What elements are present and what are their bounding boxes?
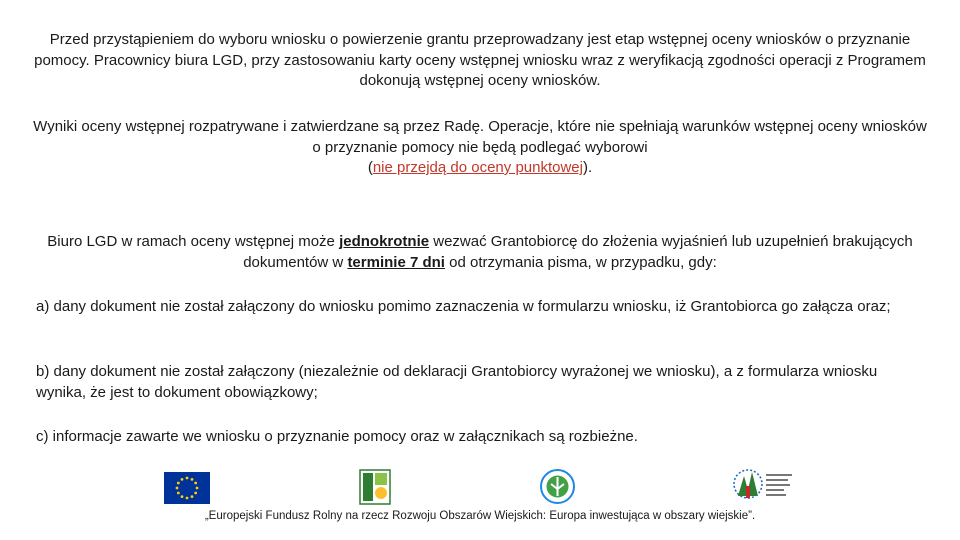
- office-text-1: Biuro LGD w ramach oceny wstępnej może: [47, 233, 340, 250]
- eu-star-icon: [186, 477, 189, 480]
- eu-star-icon: [194, 492, 197, 495]
- highlighted-note: nie przejdą do oceny punktowej: [372, 159, 583, 176]
- eu-star-icon: [196, 487, 199, 490]
- results-line-1: Wyniki oceny wstępnej rozpatrywane i zatwierdzane są przez Radę. Operacje, które nie spełniają warunków wstępnej oceny wniosków: [33, 118, 927, 135]
- list-item: [36, 362, 916, 403]
- intro-paragraph: Przed przystąpieniem do wyboru wniosku o powierzenie grantu przeprowadzany jest etap wstępnej oceny wniosków o przyznanie pomocy. Pracownicy biura LGD, przy zastosowaniu karty oceny wstępnej wniosku wraz z weryfikacją zgodności operacji z Programem dokonują wstępnej oceny wniosków.: [34, 31, 926, 89]
- list-item: [36, 427, 916, 448]
- item-marker-b: b): [36, 363, 50, 380]
- eu-star-icon: [191, 495, 194, 498]
- eu-star-icon: [176, 487, 179, 490]
- lgd-logo-icon: [730, 466, 796, 508]
- eu-flag-icon: [164, 472, 210, 504]
- results-line-2: o przyznanie pomocy nie będą podlegać wyborowi: [312, 138, 648, 156]
- eu-star-icon: [181, 495, 184, 498]
- item-text-b: dany dokument nie został załączony (niezależnie od deklaracji Grantobiorcy wyrażonej we wniosku), a z formularza wniosku wynika, że jest to dokument obowiązkowy;: [36, 363, 878, 401]
- eu-star-icon: [177, 482, 180, 485]
- eu-star-icon: [194, 482, 197, 485]
- item-marker-a: a): [36, 298, 50, 315]
- eu-star-icon: [177, 492, 180, 495]
- office-text-3: od otrzymania pisma, w przypadku, gdy:: [444, 253, 717, 271]
- bold-deadline: terminie 7 dni: [347, 253, 445, 271]
- eu-star-icon: [186, 497, 189, 500]
- close-paren: ).: [582, 159, 593, 176]
- list-item: [36, 297, 916, 318]
- leader-logo-icon: [359, 469, 391, 505]
- logo-bar: [0, 466, 960, 508]
- prow-logo-icon: [540, 469, 575, 504]
- footer-caption: „Europejski Fundusz Rolny na rzecz Rozwoju Obszarów Wiejskich: Europa inwestująca w obszary wiejskie”.: [204, 510, 756, 522]
- item-marker-c: c): [36, 428, 49, 445]
- office-paragraph: [30, 232, 930, 273]
- item-text-c: informacje zawarte we wniosku o przyznanie pomocy oraz w załącznikach są rozbieżne.: [48, 428, 638, 445]
- eu-star-icon: [191, 478, 194, 481]
- results-paragraph: [30, 117, 930, 179]
- eu-star-icon: [181, 478, 184, 481]
- bold-once: jednokrotnie: [339, 233, 430, 250]
- item-text-a: dany dokument nie został załączony do wniosku pomimo zaznaczenia w formularzu wniosku, iż Grantobiorca go załącza oraz;: [49, 298, 891, 315]
- open-paren: (: [367, 159, 373, 176]
- office-text-2: wezwać Grantobiorcę do złożenia wyjaśnień lub uzupełnień brakujących dokumentów w: [243, 233, 913, 271]
